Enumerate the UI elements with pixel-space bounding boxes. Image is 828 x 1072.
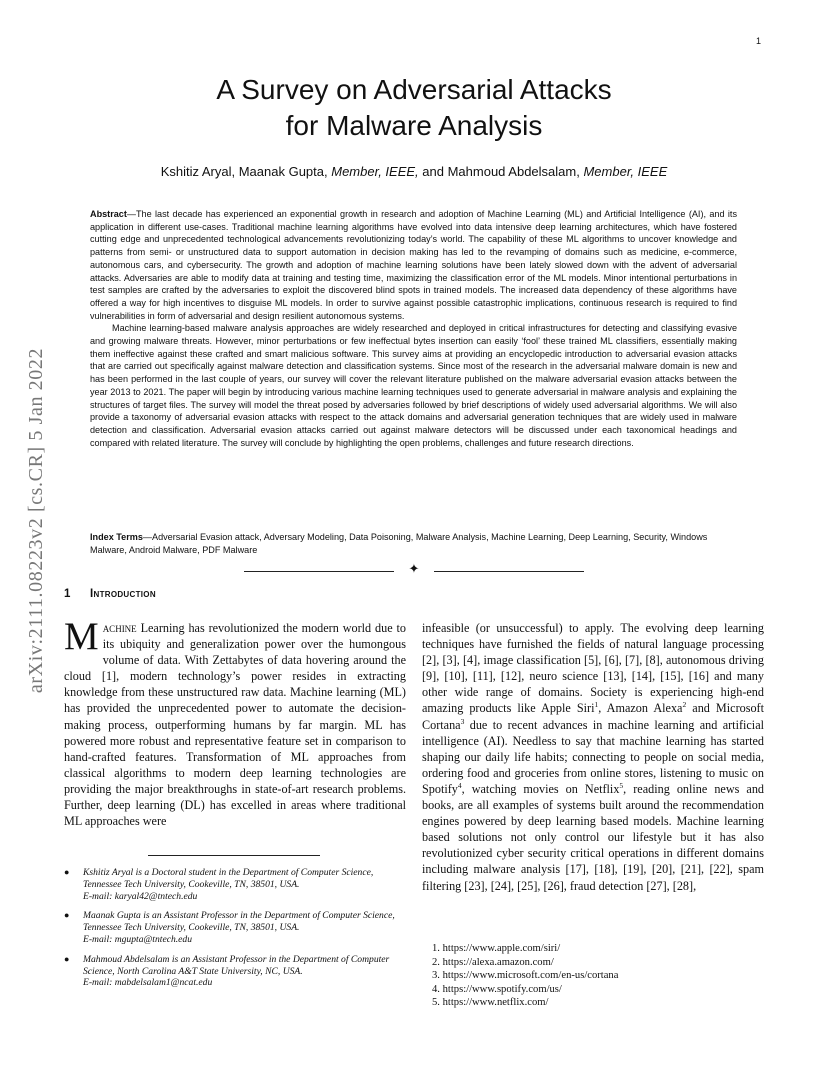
author-list bbox=[90, 164, 738, 180]
affiliation-email[interactable]: E-mail: karyal42@tntech.edu bbox=[83, 890, 198, 902]
footnote-ref-5[interactable]: 5 bbox=[619, 780, 624, 790]
author-role-1: Member, IEEE, bbox=[331, 164, 419, 179]
bullet-icon: ● bbox=[64, 910, 70, 921]
intro-right-text-3: and Microsoft Cortana bbox=[422, 701, 765, 732]
affiliation-text: Maanak Gupta is an Assistant Professor in the Department of Computer Science, Tennessee Tech University, Cookeville, TN, 38501, USA. bbox=[83, 910, 395, 934]
intro-right-text-1: infeasible (or unsuccessful) to apply. The evolving deep learning techniques have furnished the fields of natural language processing [2], [3], [4], image classification [5], [6], [7], [8], autonomous driving [9], [10], [11], [12], neuro science [13], [14], [15], [16] and many other wide range of domains. Society is experiencing high-end amazing products like Apple Siri bbox=[422, 621, 764, 716]
footnote-rule bbox=[148, 855, 320, 856]
index-terms-label: Index Terms bbox=[90, 532, 143, 542]
footnote-ref-2[interactable]: 2 bbox=[682, 700, 687, 710]
abstract-paragraph-2: Machine learning-based malware analysis approaches are widely researched and deployed in critical infrastructures for detecting and classifying evasive and growing malware threats. However, minor perturbations or few ineffectual bytes insertion can easily ‘fool’ these trained ML classifiers, essentially making them ineffective against these crafted and smart malicious software. This survey aims at providing an encyclopedic introduction to adversarial evasion attacks that are carried out specifically against malware detection and classification systems. Since most of the research in the adversarial malware domain is new and has been performed in the last couple of years, our survey will cover the relevant literature published on the malware adversarial evasion attacks between the year 2013 to 2021. The paper will begin by introducing various machine learning techniques used to generate adversarial in malware analysis and explaining the structures of target files. The survey will model the threat posed by adversaries followed by brief descriptions of widely used adversarial algorithms. We will also provide a taxonomy of adversarial evasion attacks with respect to the attack domains and adversarial generation techniques that are widely used in malware detection and classification. Adversarial evasion attacks carried out against malware detectors will be discussed under each taxonomical headings and compared with related literature. The survey will conclude by highlighting the open problems, challenges and future research directions. bbox=[90, 323, 737, 448]
footnote-link-cortana[interactable]: 3. https://www.microsoft.com/en-us/cortana bbox=[432, 970, 619, 982]
section-divider bbox=[244, 564, 584, 578]
abstract bbox=[90, 208, 737, 449]
footnote-ref-4[interactable]: 4 bbox=[457, 780, 462, 790]
affiliation-item bbox=[64, 954, 408, 989]
author-affiliations bbox=[64, 867, 408, 997]
intro-right-text-2: , Amazon Alexa bbox=[598, 701, 683, 716]
section-heading-introduction bbox=[64, 588, 156, 600]
divider-line-left bbox=[244, 571, 394, 572]
page-number: 1 bbox=[756, 36, 762, 46]
affiliation-text: Kshitiz Aryal is a Doctoral student in the Department of Computer Science, Tennessee Tech University, Cookeville, TN, 38501, USA. bbox=[83, 867, 374, 890]
introduction-right-column bbox=[422, 620, 764, 894]
footnote-link-spotify[interactable]: 4. https://www.spotify.com/us/ bbox=[432, 983, 562, 995]
abstract-text-1: —The last decade has experienced an exponential growth in research and adoption of Machine Learning (ML) and Artificial Intelligence (AI), and its application in different use-cases. Traditional machine learning algorithms have evolved into data intensive deep learning architectures, which have fostered cutting edge and unprecedented technological advancements revolutionizing today’s world. The capability of these ML algorithms to uncover knowledge and patterns from semi- or unstructured data to support automation in decision making has led to the revamping of domains such as medicine, e-commerce, autonomous cars, and cybersecurity. The growth and adoption of machine learning solutions have been lately slowed down with the advent of adversarial attacks. Adversaries are able to modify data at training and testing time, maximizing the classification error of the ML models. Minor intentional perturbations in test samples are crafted by the adversaries to exploit the discovered blind spots in trained models. The increased data dependency of these algorithms have offered a way for high incentives to disguise ML models. In order to survive against possible catastrophic implications, continuous research is required to find vulnerabilities in form of adversarial and design resilient autonomous systems. bbox=[90, 209, 737, 321]
intro-left-text: Learning has revolutionized the modern world due to its ubiquity and generalization power over the humongous volume of data. With Zettabytes of data hovering around the cloud [1], modern technology’s power resides in extracting knowledge from these unstructured raw data. Machine learning (ML) has provided the unprecedented power to automate the decision-making process, outperforming humans by far margin. ML has powered more robust and representative feature set in comparison to hand-crafted features. Transformation of ML approaches from classical algorithms to modern deep learning technologies are providing the major breakthroughs in state-of-art research problems. Further, deep learning (DL) has excelled in areas where traditional ML approaches were bbox=[64, 621, 406, 829]
divider-ornament-icon: ✦ bbox=[408, 562, 420, 577]
author-names-2: and Mahmoud Abdelsalam, bbox=[422, 164, 580, 179]
section-title: Introduction bbox=[90, 588, 156, 600]
paper-title-line-1: A Survey on Adversarial Attacks bbox=[216, 74, 612, 105]
affiliation-item bbox=[64, 910, 408, 945]
abstract-label: Abstract bbox=[90, 209, 127, 219]
author-names-1: Kshitiz Aryal, Maanak Gupta, bbox=[160, 164, 328, 179]
smallcaps-lead: achine bbox=[102, 621, 137, 635]
intro-right-text-4: due to recent advances in machine learning and artificial intelligence (AI). Needless to say that machine learning has started shaping our daily life habits; connecting to people on social media, ordering food and groceries from online stores, listening to music on Spotify bbox=[422, 717, 764, 796]
bullet-icon: ● bbox=[64, 867, 70, 877]
abstract-paragraph-1 bbox=[90, 208, 737, 322]
section-number: 1 bbox=[64, 588, 71, 600]
index-terms-text: —Adversarial Evasion attack, Adversary Modeling, Data Poisoning, Malware Analysis, Machine Learning, Deep Learning, Security, Windows Malware, Android Malware, PDF Malware bbox=[90, 532, 708, 555]
intro-right-text-6: , reading online news and books, are all examples of systems built around the recommendation engines powered by deep learning based models. Machine learning based solutions not only control our lifestyle but it has also revolutionized cyber security critical operations in different domains including malware analysis [17], [18], [19], [20], [21], [22], spam filtering [23], [24], [25], [26], fraud detection [27], [28], bbox=[422, 781, 765, 893]
footnote-ref-3[interactable]: 3 bbox=[460, 716, 465, 726]
divider-line-right bbox=[434, 571, 584, 572]
footnote-link-siri[interactable]: 1. https://www.apple.com/siri/ bbox=[432, 943, 561, 954]
arxiv-identifier-stamp bbox=[22, 295, 52, 745]
footnote-link-netflix[interactable]: 5. https://www.netflix.com/ bbox=[432, 997, 549, 1009]
arxiv-identifier-text: arXiv:2111.08223v2 [cs.CR] 5 Jan 2022 bbox=[25, 347, 48, 693]
drop-cap: M bbox=[64, 615, 99, 658]
affiliation-email[interactable]: E-mail: mgupta@tntech.edu bbox=[83, 933, 193, 945]
footnote-link-alexa[interactable]: 2. https://alexa.amazon.com/ bbox=[432, 956, 554, 968]
footnote-ref-1[interactable]: 1 bbox=[594, 700, 599, 710]
introduction-left-column bbox=[64, 615, 406, 829]
intro-right-text-5: , watching movies on Netflix bbox=[461, 781, 620, 796]
affiliation-email[interactable]: E-mail: mabdelsalam1@ncat.edu bbox=[83, 977, 213, 989]
author-role-2: Member, IEEE bbox=[583, 164, 668, 179]
affiliation-item bbox=[64, 867, 408, 902]
paper-title bbox=[110, 72, 718, 144]
footnotes bbox=[432, 942, 762, 1010]
index-terms bbox=[90, 531, 737, 556]
bullet-icon: ● bbox=[64, 953, 70, 964]
paper-title-line-2: for Malware Analysis bbox=[285, 110, 543, 141]
affiliation-text: Mahmoud Abdelsalam is an Assistant Professor in the Department of Computer Science, North Carolina A&T State University, NC, USA. bbox=[83, 953, 390, 977]
